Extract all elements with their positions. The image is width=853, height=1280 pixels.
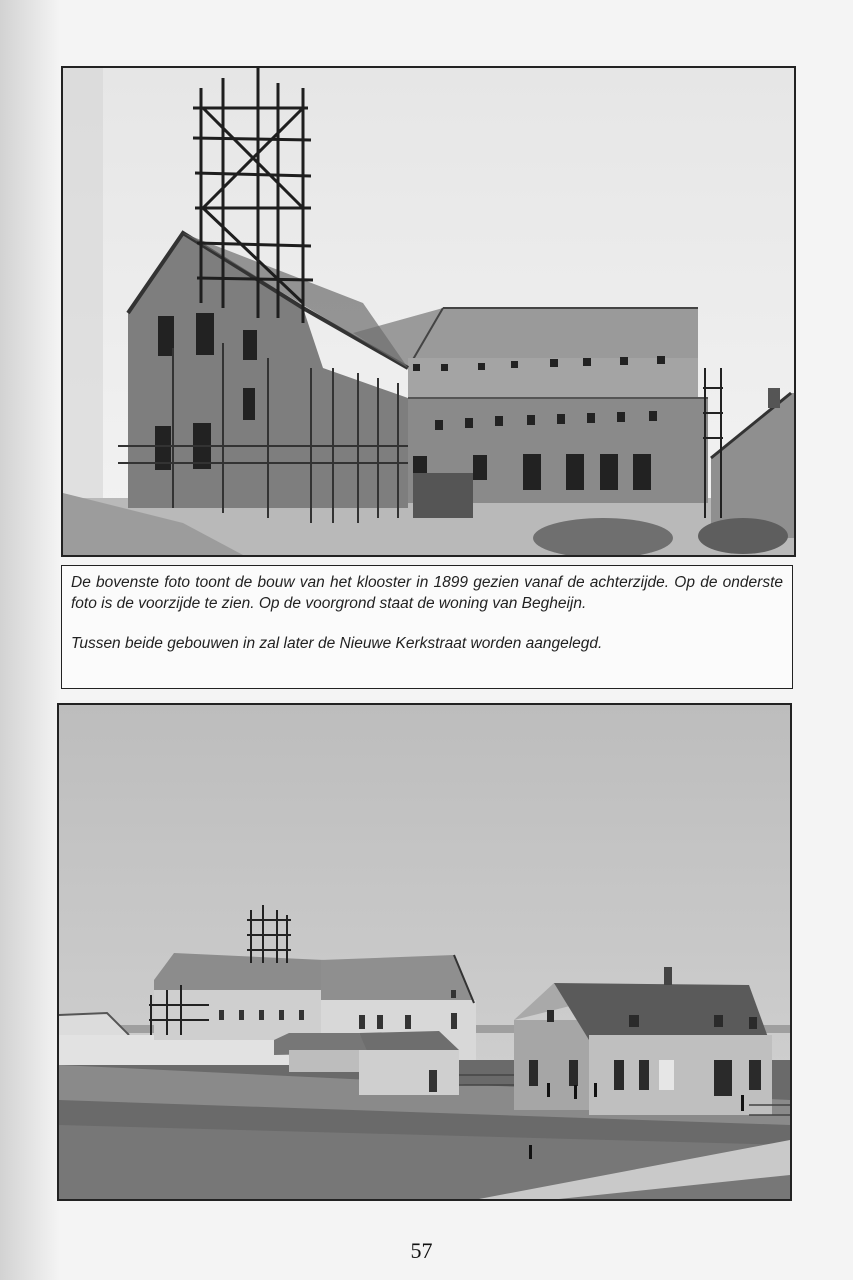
page-number: 57 — [410, 1238, 433, 1263]
scaffolding-photo-icon — [63, 68, 794, 555]
photo-monastery-construction — [61, 66, 796, 557]
page-edge-shadow — [0, 0, 60, 1280]
street-view-photo-icon — [59, 705, 790, 1199]
caption-box — [61, 565, 793, 689]
caption-paragraph-1: De bovenste foto toont de bouw van het klooster in 1899 gezien vanaf de achterzijde. Op de onderste foto is de voorzijde te zien. Op de voorgrond staat de woning van Begheijn. — [71, 574, 783, 612]
caption-paragraph-2: Tussen beide gebouwen in zal later de Nieuwe Kerkstraat worden aangelegd. — [71, 635, 603, 652]
photo-monastery-front-view — [57, 703, 792, 1201]
